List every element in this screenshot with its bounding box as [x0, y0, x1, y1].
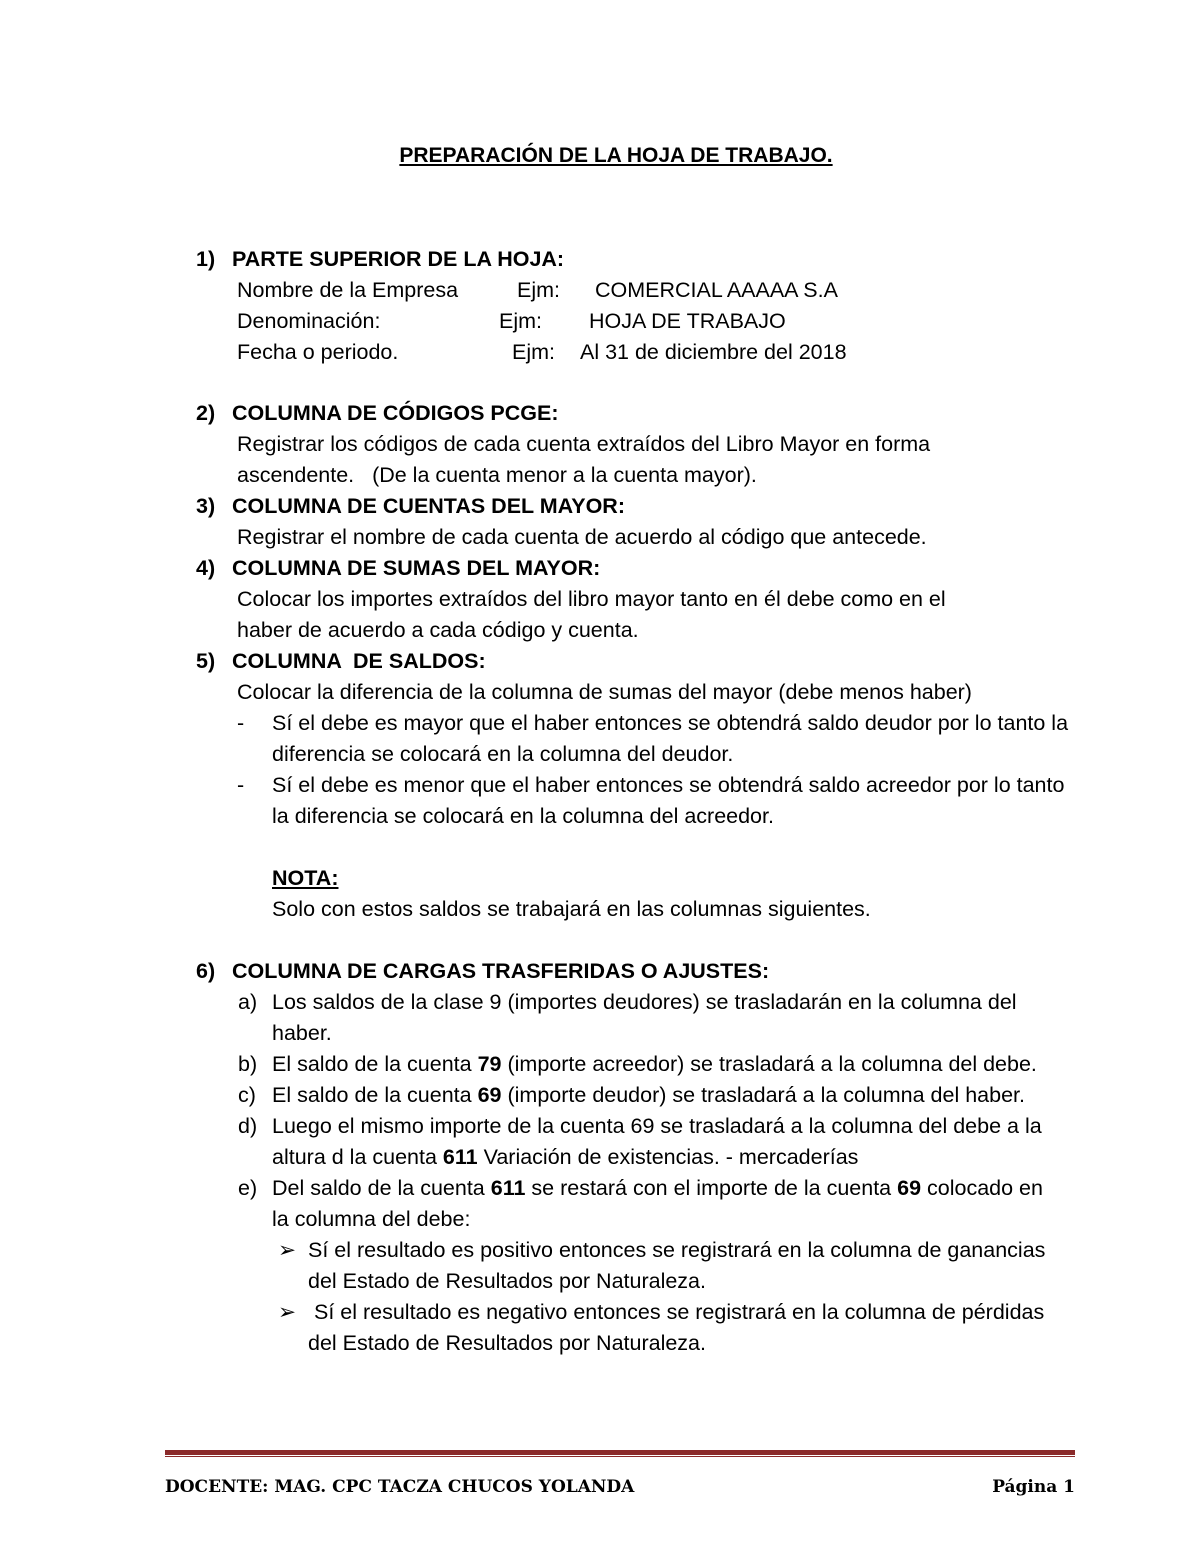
- list-item-e: [238, 1173, 1076, 1235]
- section-number: 6): [196, 959, 216, 983]
- list-item-text: [272, 1111, 1062, 1173]
- row-label: Denominación:: [237, 309, 381, 333]
- alpha-marker: b): [238, 1052, 258, 1076]
- text-part: El saldo de la cuenta: [272, 1083, 478, 1107]
- page-number: Página 1: [992, 1477, 1075, 1497]
- section-number: 3): [196, 494, 216, 518]
- section-5-heading: [196, 646, 1076, 677]
- arrow-list-item: [278, 1235, 1076, 1297]
- note-text: Solo con estos saldos se trabajará en las columnas siguientes.: [272, 897, 871, 921]
- section-number: 1): [196, 247, 216, 271]
- list-item-text: Sí el resultado es negativo entonces se registrará en la columna de pérdidas del Estado de Resultados por Naturaleza.: [308, 1300, 1051, 1355]
- paragraph-line: ascendente. (De la cuenta menor a la cuenta mayor).: [237, 463, 757, 487]
- row-label: Nombre de la Empresa: [237, 278, 459, 302]
- section-5: [196, 646, 1076, 925]
- list-item-text: Los saldos de la clase 9 (importes deudores) se trasladarán en la columna del haber.: [272, 990, 1017, 1045]
- section-4-heading: [196, 553, 1076, 584]
- row-label: Fecha o periodo.: [237, 340, 399, 364]
- list-item-text: Sí el debe es menor que el haber entonces se obtendrá saldo acreedor por lo tanto la diferencia se colocará en la columna del acreedor.: [272, 773, 1065, 828]
- arrow-bullet-icon: ➢: [278, 1300, 297, 1324]
- account-number: 69: [477, 1083, 502, 1107]
- paragraph-line: Registrar el nombre de cada cuenta de acuerdo al código que antecede.: [237, 525, 927, 549]
- arrow-bullet-icon: ➢: [278, 1238, 297, 1262]
- header-row-denominacion: [237, 306, 1076, 337]
- list-item-text: [272, 1080, 1062, 1111]
- list-item-c: [238, 1080, 1076, 1111]
- row-value: COMERCIAL AAAAA S.A: [595, 278, 838, 302]
- section-title: COLUMNA DE CÓDIGOS PCGE:: [232, 401, 559, 425]
- note-label: NOTA:: [272, 866, 339, 890]
- footer-divider: [165, 1450, 1075, 1455]
- list-item-text: [272, 1173, 1062, 1235]
- text-part: El saldo de la cuenta: [272, 1052, 478, 1076]
- section-6-heading: [196, 956, 1076, 987]
- section-title: COLUMNA DE SALDOS:: [232, 649, 486, 673]
- account-number: 611: [442, 1145, 478, 1169]
- section-1-heading: [196, 244, 1076, 275]
- text-part: colocado en la columna del debe:: [272, 1176, 1043, 1231]
- paragraph-line: Colocar los importes extraídos del libro mayor tanto en él debe como en el: [237, 587, 946, 611]
- paragraph-line: haber de acuerdo a cada código y cuenta.: [237, 618, 639, 642]
- page-footer: [165, 1472, 1075, 1503]
- list-item-d: [238, 1111, 1076, 1173]
- section-title: COLUMNA DE SUMAS DEL MAYOR:: [232, 556, 601, 580]
- alpha-marker: e): [238, 1176, 258, 1200]
- page-title: PREPARACIÓN DE LA HOJA DE TRABAJO.: [399, 144, 833, 167]
- arrow-list-item: [278, 1297, 1076, 1359]
- alpha-marker: a): [238, 990, 258, 1014]
- footer-author: DOCENTE: MAG. CPC TACZA CHUCOS YOLANDA: [165, 1477, 635, 1497]
- list-item-a: [238, 987, 1076, 1049]
- note-block: [272, 863, 1076, 925]
- dash-marker: -: [237, 711, 245, 735]
- alpha-marker: c): [238, 1083, 256, 1107]
- row-ejm: Ejm:: [512, 340, 555, 364]
- list-item-text: Sí el resultado es positivo entonces se registrará en la columna de ganancias del Estado de Resultados por Naturaleza.: [308, 1238, 1046, 1293]
- dash-marker: -: [237, 773, 245, 797]
- text-part: Luego el mismo importe de la cuenta 69 se trasladará a la columna del debe a la altura d la cuenta: [272, 1114, 1042, 1169]
- list-item-text: Sí el debe es mayor que el haber entonces se obtendrá saldo deudor por lo tanto la diferencia se colocará en la columna del deudor.: [272, 711, 1069, 766]
- text-part: (importe deudor) se trasladará a la columna del haber.: [501, 1083, 1025, 1107]
- text-part: (importe acreedor) se trasladará a la columna del debe.: [501, 1052, 1037, 1076]
- account-number: 611: [490, 1176, 526, 1200]
- list-item-text: [272, 1049, 1062, 1080]
- text-part: se restará con el importe de la cuenta: [525, 1176, 898, 1200]
- section-title: COLUMNA DE CUENTAS DEL MAYOR:: [232, 494, 625, 518]
- list-item-b: [238, 1049, 1076, 1080]
- section-title: PARTE SUPERIOR DE LA HOJA:: [232, 247, 565, 271]
- section-number: 2): [196, 401, 216, 425]
- section-3-heading: [196, 491, 1076, 522]
- section-number: 5): [196, 649, 216, 673]
- section-2-heading: [196, 398, 1076, 429]
- section-3: [196, 491, 1076, 553]
- alpha-marker: d): [238, 1114, 258, 1138]
- header-row-fecha: [237, 337, 1076, 368]
- section-1: [196, 244, 1076, 368]
- row-value: HOJA DE TRABAJO: [589, 309, 786, 333]
- paragraph-line: Registrar los códigos de cada cuenta extraídos del Libro Mayor en forma: [237, 432, 931, 456]
- list-item: [237, 708, 1076, 770]
- footer-divider-thin: [165, 1456, 1075, 1457]
- text-part: Variación de existencias. - mercaderías: [477, 1145, 859, 1169]
- row-ejm: Ejm:: [517, 278, 560, 302]
- section-title: COLUMNA DE CARGAS TRASFERIDAS O AJUSTES:: [232, 959, 770, 983]
- list-item: [237, 770, 1076, 832]
- text-part: Del saldo de la cuenta: [272, 1176, 491, 1200]
- row-ejm: Ejm:: [499, 309, 542, 333]
- account-number: 79: [477, 1052, 502, 1076]
- section-number: 4): [196, 556, 216, 580]
- account-number: 69: [897, 1176, 922, 1200]
- header-row-empresa: [237, 275, 1076, 306]
- paragraph-line: Colocar la diferencia de la columna de sumas del mayor (debe menos haber): [237, 680, 972, 704]
- row-value: Al 31 de diciembre del 2018: [580, 340, 847, 364]
- section-2: [196, 398, 1076, 491]
- section-6: [196, 956, 1076, 1359]
- section-4: [196, 553, 1076, 646]
